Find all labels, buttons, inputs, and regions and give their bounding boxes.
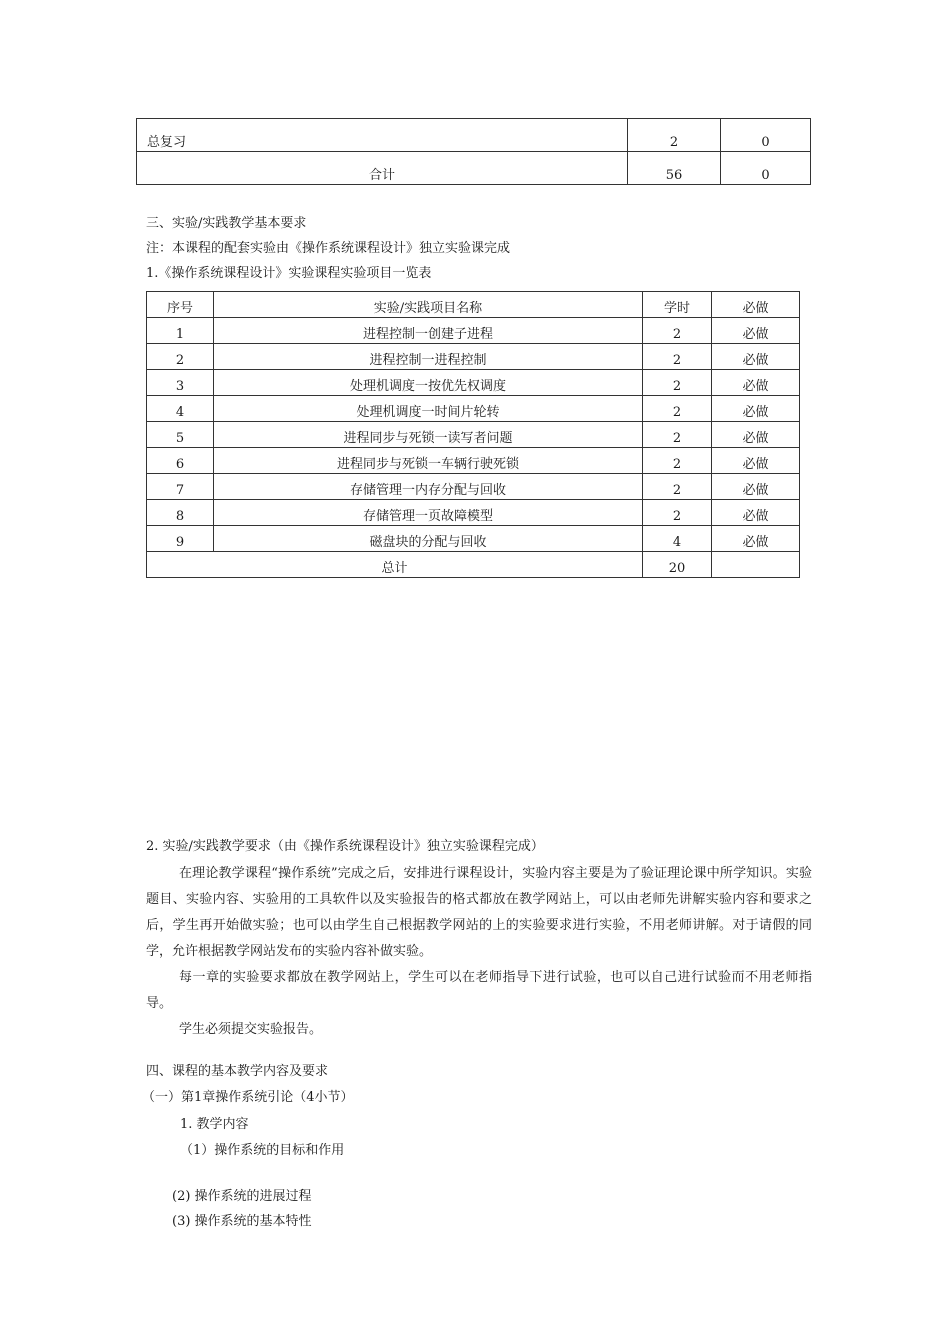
cell-hours: 2 bbox=[643, 422, 712, 448]
cell-required: 必做 bbox=[712, 370, 800, 396]
row-extra: 0 bbox=[721, 119, 811, 152]
list-item: (2) 操作系统的进展过程 bbox=[172, 1189, 312, 1204]
cell-index: 5 bbox=[147, 422, 214, 448]
table-row bbox=[137, 119, 811, 152]
cell-index: 3 bbox=[147, 370, 214, 396]
table-total-row bbox=[147, 552, 800, 578]
cell-title: 存储管理一页故障模型 bbox=[214, 500, 643, 526]
cell-hours: 2 bbox=[643, 344, 712, 370]
list-title: 1.《操作系统课程设计》实验课程实验项目一览表 bbox=[146, 266, 432, 281]
cell-index: 9 bbox=[147, 526, 214, 552]
table-row bbox=[147, 344, 800, 370]
cell-hours: 2 bbox=[643, 500, 712, 526]
cell-index: 7 bbox=[147, 474, 214, 500]
total-extra bbox=[712, 552, 800, 578]
cell-title: 存储管理一内存分配与回收 bbox=[214, 474, 643, 500]
cell-required: 必做 bbox=[712, 344, 800, 370]
table-row bbox=[137, 152, 811, 185]
cell-hours: 4 bbox=[643, 526, 712, 552]
table-row bbox=[147, 474, 800, 500]
course-hours-table bbox=[136, 118, 811, 185]
paragraph: 在理论教学课程“操作系统”完成之后，安排进行课程设计，实验内容主要是为了验证理论课中所学知识。实验题目、实验内容、实验用的工具软件以及实验报告的格式都放在教学网站上，可以由老师先讲解实验内容和要求之后，学生再开始做实验；也可以由学生自己根据教学网站的上的实验要求进行实验，不用老师讲解。对于请假的同学，允许根据教学网站发布的实验内容补做实验。 bbox=[146, 866, 812, 959]
paragraph: 每一章的实验要求都放在教学网站上，学生可以在老师指导下进行试验，也可以自己进行试验而不用老师指导。 bbox=[146, 970, 812, 1011]
column-header: 学时 bbox=[643, 292, 712, 318]
cell-index: 2 bbox=[147, 344, 214, 370]
cell-required: 必做 bbox=[712, 448, 800, 474]
row-hours: 2 bbox=[628, 119, 721, 152]
note-text: 注：本课程的配套实验由《操作系统课程设计》独立实验课完成 bbox=[146, 241, 511, 256]
cell-title: 处理机调度一时间片轮转 bbox=[214, 396, 643, 422]
cell-hours: 2 bbox=[643, 396, 712, 422]
paragraph: 学生必须提交实验报告。 bbox=[179, 1022, 323, 1037]
row-name: 总复习 bbox=[137, 119, 628, 152]
column-header: 实验/实践项目名称 bbox=[214, 292, 643, 318]
row-hours: 56 bbox=[628, 152, 721, 185]
table-header-row bbox=[147, 292, 800, 318]
cell-title: 处理机调度一按优先权调度 bbox=[214, 370, 643, 396]
item-heading: 1. 教学内容 bbox=[180, 1117, 249, 1132]
cell-title: 磁盘块的分配与回收 bbox=[214, 526, 643, 552]
list-item: (3) 操作系统的基本特性 bbox=[172, 1214, 312, 1229]
cell-hours: 2 bbox=[643, 474, 712, 500]
cell-required: 必做 bbox=[712, 526, 800, 552]
section-heading: 四、课程的基本教学内容及要求 bbox=[146, 1064, 329, 1079]
subsection-title: 2. 实验/实践教学要求（由《操作系统课程设计》独立实验课程完成） bbox=[146, 839, 544, 854]
total-label: 总计 bbox=[147, 552, 643, 578]
table-row bbox=[147, 318, 800, 344]
table-row bbox=[147, 526, 800, 552]
cell-title: 进程控制一进程控制 bbox=[214, 344, 643, 370]
cell-title: 进程同步与死锁一读写者问题 bbox=[214, 422, 643, 448]
cell-index: 8 bbox=[147, 500, 214, 526]
table-row bbox=[147, 500, 800, 526]
table-row bbox=[147, 370, 800, 396]
column-header: 必做 bbox=[712, 292, 800, 318]
cell-title: 进程同步与死锁一车辆行驶死锁 bbox=[214, 448, 643, 474]
cell-hours: 2 bbox=[643, 448, 712, 474]
row-extra: 0 bbox=[721, 152, 811, 185]
cell-required: 必做 bbox=[712, 474, 800, 500]
table-row bbox=[147, 396, 800, 422]
section-heading: 三、实验/实践教学基本要求 bbox=[146, 216, 307, 231]
experiment-table bbox=[146, 291, 800, 578]
chapter-heading: （一）第1章操作系统引论（4小节） bbox=[142, 1090, 354, 1105]
cell-required: 必做 bbox=[712, 318, 800, 344]
cell-hours: 2 bbox=[643, 318, 712, 344]
list-item: （1）操作系统的目标和作用 bbox=[180, 1143, 345, 1158]
cell-index: 4 bbox=[147, 396, 214, 422]
cell-title: 进程控制一创建子进程 bbox=[214, 318, 643, 344]
cell-required: 必做 bbox=[712, 500, 800, 526]
total-hours: 20 bbox=[643, 552, 712, 578]
column-header: 序号 bbox=[147, 292, 214, 318]
cell-index: 6 bbox=[147, 448, 214, 474]
table-row bbox=[147, 448, 800, 474]
cell-required: 必做 bbox=[712, 396, 800, 422]
cell-hours: 2 bbox=[643, 370, 712, 396]
cell-required: 必做 bbox=[712, 422, 800, 448]
table-row bbox=[147, 422, 800, 448]
cell-index: 1 bbox=[147, 318, 214, 344]
row-name: 合计 bbox=[137, 152, 628, 185]
